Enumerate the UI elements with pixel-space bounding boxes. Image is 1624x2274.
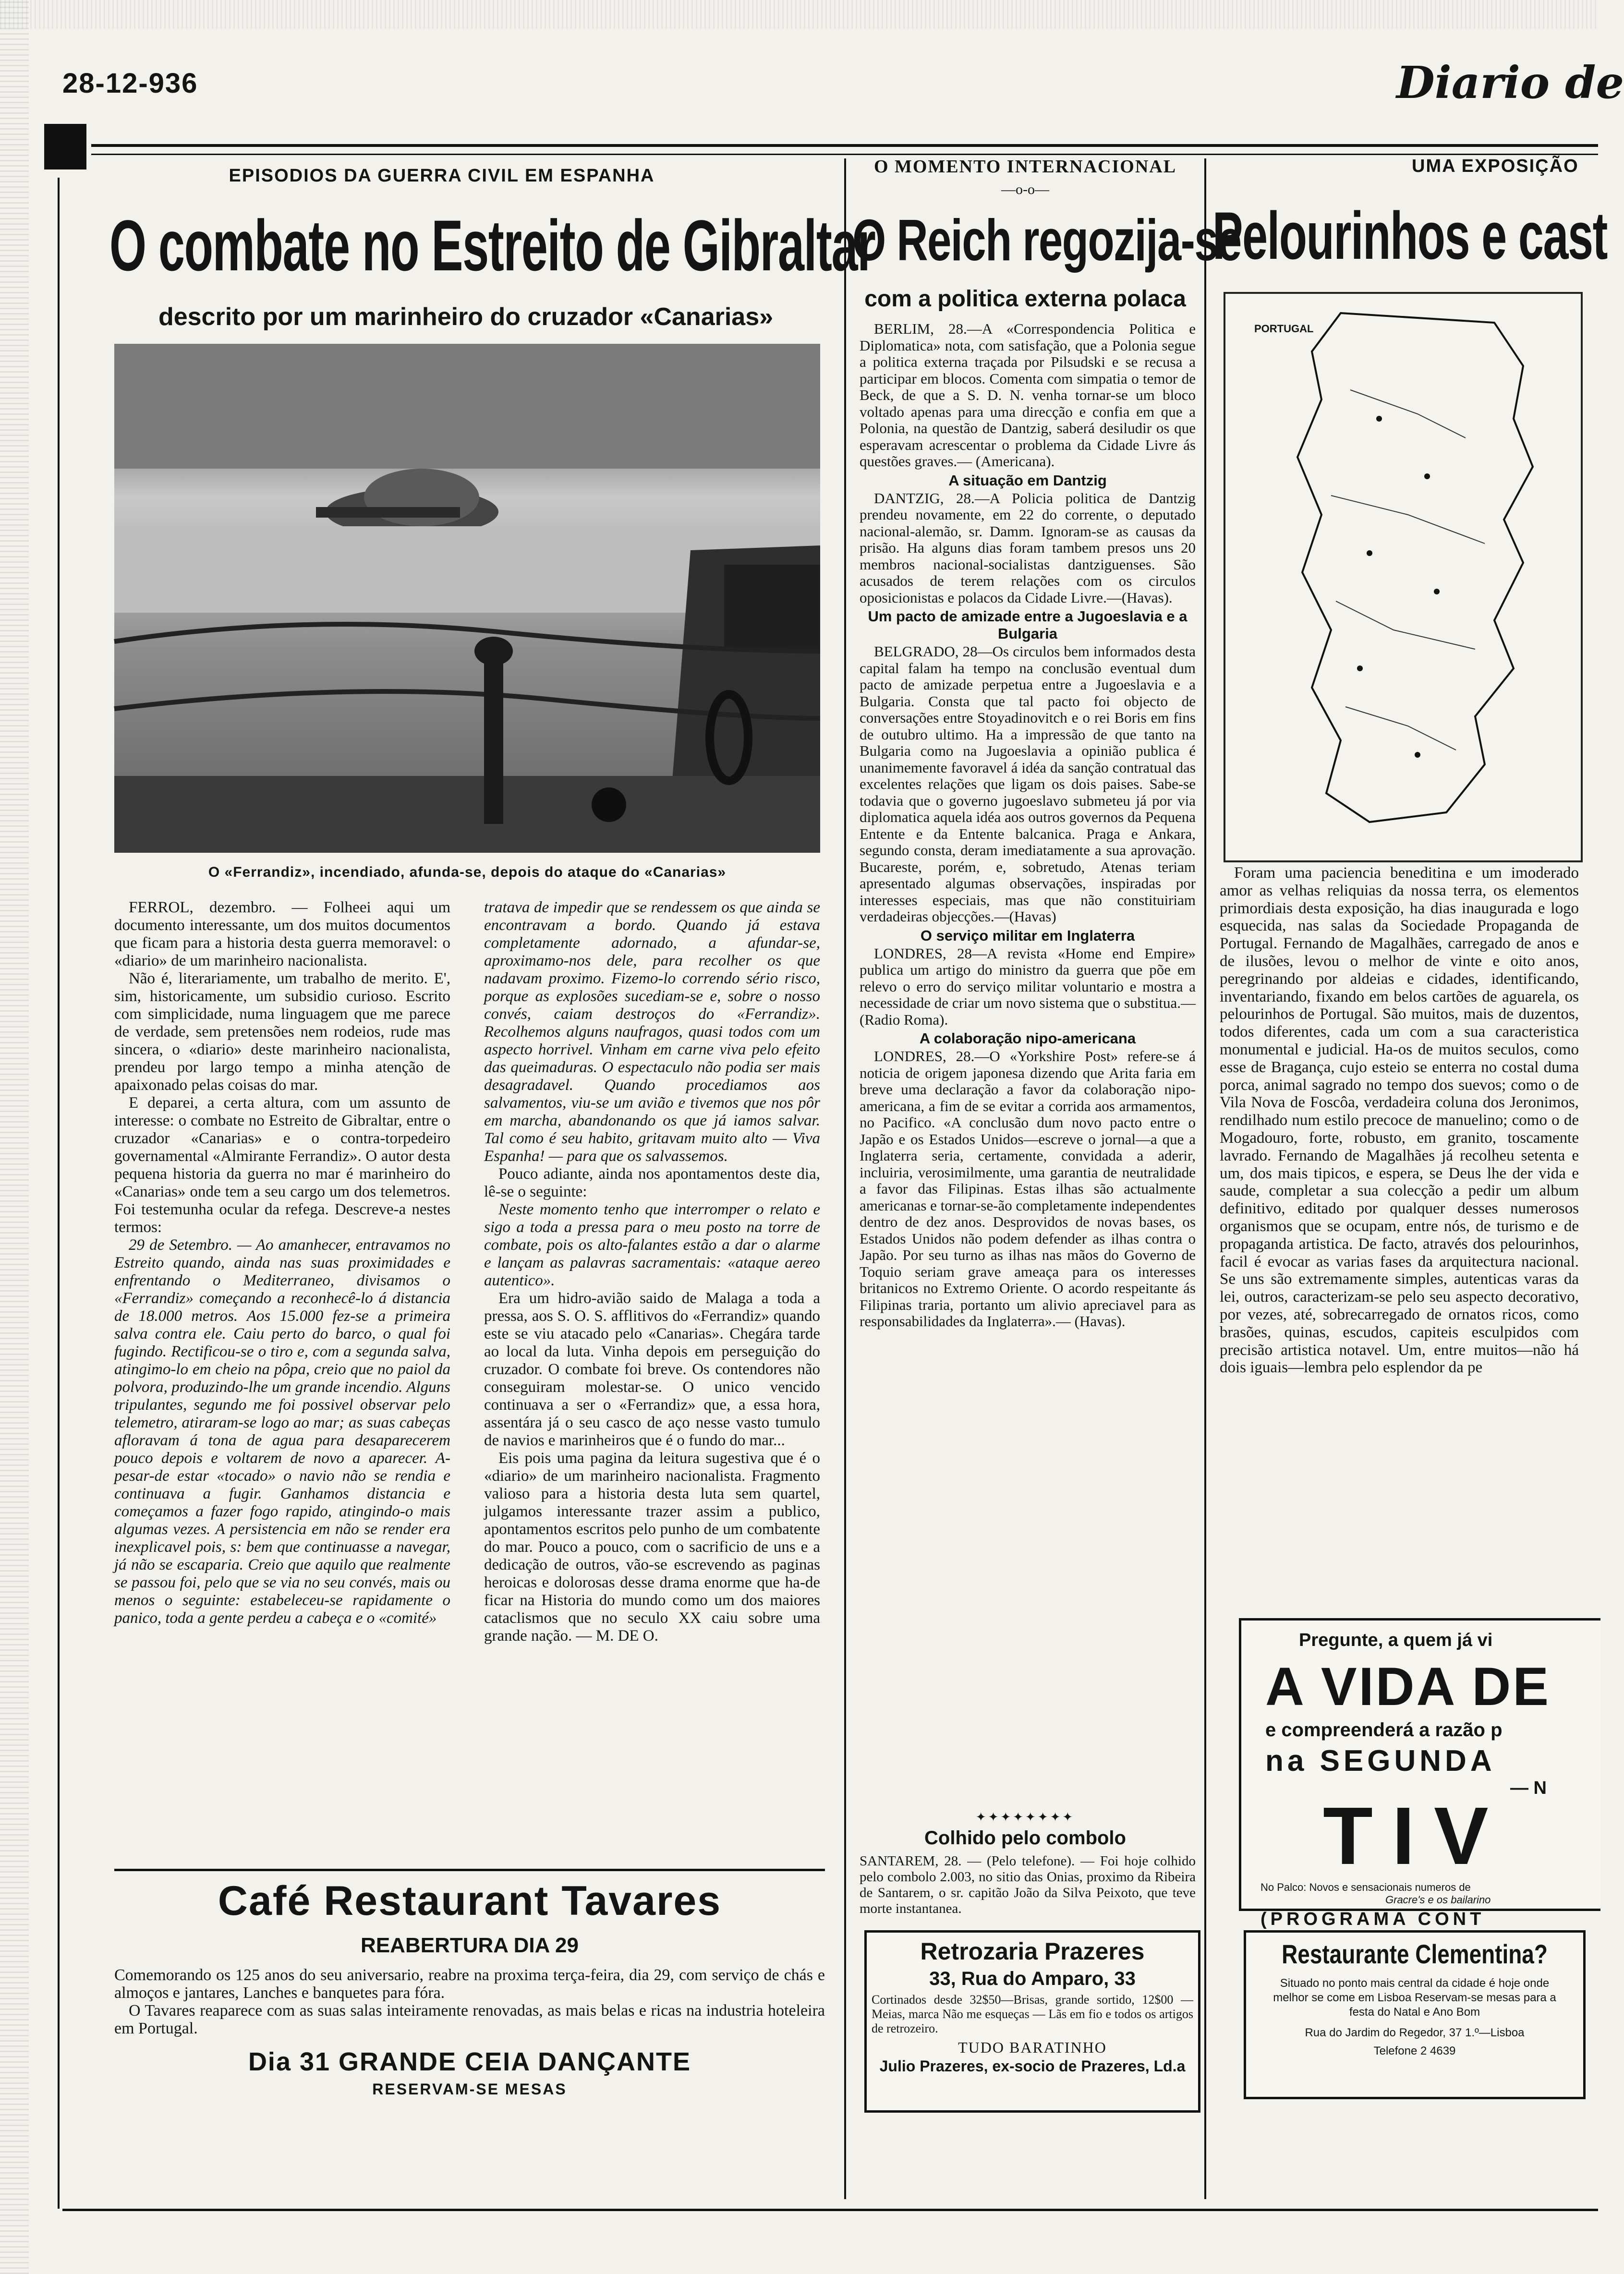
vida-big: A VIDA DE — [1265, 1657, 1551, 1717]
paragraph: Neste momento tenho que interromper o relato e sigo a toda a pressa para o meu posto na torre de combate, pois os alto-falantes estão a dar o alarme e lançam as palavras sacramentais: «ataque aereo autentico». — [484, 1201, 820, 1289]
retrozaria-title: Retrozaria Prazeres — [920, 1938, 1145, 1965]
paragraph: DANTZIG, 28.—A Policia politica de Dantzig prendeu novamente, em 22 do corrente, o deputado nacional-alemão, sr. Damm. Ignoram-se as causas da prisão. Ha alguns dias foram tambem presos uns 20 membros nacional-socialistas dantziguenses. São acusados de terem relações com os circulos oposicionistas e polacos da Cidade Livre.—(Havas). — [860, 489, 1196, 606]
subheading: A situação em Dantzig — [948, 472, 1107, 489]
clementina-address: Rua do Jardim do Regedor, 37 1.º—Lisboa — [1305, 2026, 1525, 2039]
photo-caption: O «Ferrandiz», incendiado, afunda-se, depois do ataque do «Canarias» — [208, 864, 727, 880]
ornament: —o-o— — [1001, 181, 1049, 197]
scan-left-edge — [0, 0, 29, 2274]
middle-body — [860, 321, 1196, 1330]
ship-photo-drawing — [114, 344, 820, 853]
left-headline: O combate no Estreito de Gibraltar — [109, 205, 875, 286]
retrozaria-line: TUDO BARATINHO — [958, 2039, 1107, 2056]
left-kicker: EPISODIOS DA GUERRA CIVIL EM ESPANHA — [229, 166, 655, 186]
retrozaria-address: 33, Rua do Amparo, 33 — [929, 1968, 1136, 1989]
middle-kicker: O MOMENTO INTERNACIONAL — [873, 157, 1177, 177]
colhido-text: SANTAREM, 28. — (Pelo telefone). — Foi hoje colhido pelo combolo 2.003, no sitio das Onias, proximo da Ribeira de Santarem, o sr. capitão João da Silva Peixoto, que teve morte instantanea. — [860, 1853, 1196, 1916]
tavares-ad — [114, 1877, 825, 2098]
vida-segunda: na SEGUNDA — [1265, 1744, 1496, 1778]
clementina-title: Restaurante Clementina? — [1282, 1939, 1548, 1969]
subheading: Um pacto de amizade entre a Jugoeslavia e a Bulgaria — [868, 608, 1188, 642]
paragraph: Não é, literariamente, um trabalho de merito. E', sim, historicamente, um subsidio curioso. Escrito com simplicidade, numa linguagem que me parece de verdade, sem pretensões nem rodeios, rude mas sincera, o «diario» deste marinheiro nacionalista, prendeu por largo tempo a minha atenção de apaixonado pelas coisas do mar. — [114, 970, 450, 1094]
paragraph: BELGRADO, 28—Os circulos bem informados desta capital falam ha tempo na conclusão eventual dum pacto de amizade perpetua entre a Jugoeslavia e a Bulgaria. Consta que tal pacto foi objecto de conversações entre Stoyadinovitch e o rei Boris em fins de outubro ultimo. Ha a impressão de que tanto na Bulgaria como na Jugoeslavia a opinião publica é unanimemente favoravel á idéa da sanção contratual das excelentes relações que ligam os dois paises. Sabe-se todavia que o governo jugoeslavo submeteu já por via diplomatica aquela idéa aos outros governos da Pequena Entente e da Entente balcanica. Praga e Ankara, segundo consta, deram imediatamente a sua aprovação. Bucareste, porém, e, sobretudo, Atenas teriam apresentado algumas observações, inspiradas por interesses especiais, mas que não constituiriam verdadeiras objecções.—(Havas) — [860, 643, 1196, 925]
divider: ✦✦✦✦✦✦✦✦ — [975, 1810, 1075, 1824]
right-kicker: UMA EXPOSIÇÃO — [1412, 156, 1579, 176]
paragraph: tratava de impedir que se rendessem os que ainda se encontravam a bordo. Quando já estava completamente adornado, a afundar-se, aproximamo-nos dele, para recolher os que nadavam proximo. Fizemo-lo correndo sério risco, porque as explosões sucediam-se e, sobre o nosso convés, caiam destroços do «Ferrandiz». Recolhemos alguns naufragos, quasi todos com um aspecto horrivel. Vinham em carne viva pelo efeito das queimaduras. O espectaculo não podia ser mais desagradavel. Quando procediamos aos salvamentos, viu-se um avião e tivemos que nos pôr em marcha, abandonando os que já iamos salvar. Tal como é seu habito, gritavam muito alto — Viva Espanha! — para que os salvassemos. — [484, 899, 820, 1165]
column-rule-2 — [1204, 158, 1206, 2199]
paragraph: LONDRES, 28.—O «Yorkshire Post» refere-se á noticia de origem japonesa dizendo que Arita faria em breve uma declaração a favor da colaboração nipo-americana, a fim de se evitar a corrida aos armamentos, no Pacifico. «A conclusão dum novo pacto entre o Japão e os Estados Unidos—escreve o jornal—a que a Inglaterra seria, certamente, convidada a aderir, incluiria, verosimilmente, uma garantia de neutralidade a favor das Filipinas. Estas ilhas são actualmente americanas e tornar-se-ão completamente independentes dentro de dez anos. Desprovidos de novas bases, os Estados Unidos não podem defender as ilhas contra o Japão. Por seu turno as ilhas nas mãos do Governo de Toquio seriam grave ameaça para os interesses britanicos no Extremo Oriente. O acordo respeitante ás Filipinas traria, portanto um alivio apreciavel para as responsabilidades da Inglaterra».— (Havas). — [860, 1048, 1196, 1330]
top-rule — [91, 144, 1598, 155]
vida-n: — N — [1510, 1778, 1547, 1798]
paragraph: Pouco adiante, ainda nos apontamentos deste dia, lê-se o seguinte: — [484, 1165, 820, 1200]
column-rule-1 — [844, 158, 846, 2199]
tavares-reserve: RESERVAM-SE MESAS — [372, 2080, 567, 2098]
map-outline — [1225, 294, 1581, 860]
issue-date: 28-12-936 — [62, 68, 198, 99]
vida-programa: (PROGRAMA CONT — [1260, 1909, 1485, 1929]
subheading: A colaboração nipo-americana — [919, 1030, 1136, 1047]
paragraph: Foram uma paciencia beneditina e um imoderado amor as velhas reliquias da nossa terra, os elementos primordiais desta exposição, ha dias inaugurada e logo esquecida, nas salas da Sociedade Propaganda de Portugal. Fernando de Magalhães, carregado de anos e de ilusões, levou o melhor de vinte e oito anos, peregrinando por aldeias e cidades, identificando, inventariando, fixando em belos cartões de aguarela, os pelourinhos de Portugal. São muitos, mais de duzentos, todos diferentes, cada um com a sua caracteristica monumental e judicial. Ha-os de muitos seculos, como esse de Bragança, cujo esteio se enterra no costal duma porca, animal sagrado no tempo dos suevos; como o de Vila Nova de Foscôa, verdadeira coluna dos Jeronimos, rendilhado num estilo precoce de manuelino; como o de Mogadouro, forte, robusto, em granito, toscamente lavrado. Fernando de Magalhães já recolheu setenta e um, dos mais tipicos, e espera, se Deus lhe der vida e saude, completar a sua colecção a pedir um album definitivo, editado por qualquer desses numerosos organismos que se ocupam, entre nós, de turismo e de propaganda artistica. De facto, através dos pelourinhos, facil é evocar as varias fases da arquitectura nacional. Se uns são extremamente simples, autenticas varas da lei, outros, caracterizam-se pelo seu aspecto decorativo, por vezes, até, sobrecarregado de ornatos ricos, como brasões, quinas, escudos, capiteis esculpidos com precisão artistica notavel. Um, entre muitos—não há dois iguais—lembra pelo esplendor da pe — [1220, 864, 1579, 1377]
tavares-text2: O Tavares reaparece com as suas salas inteiramente renovadas, as mais belas e ricas na industria hoteleira em Portugal. — [114, 2002, 825, 2037]
paragraph: BERLIM, 28.—A «Correspondencia Politica e Diplomatica» nota, com satisfação, que a Polonia segue a politica externa traçada por Pilsudski e se recusa a participar em blocos. Comenta com simpatia o temor de Beck, de que a S. D. N. venha tornar-se um bloco voltado apenas para uma direcção e confia em que a Polonia, na questão de Dantzig, saberá desiludir os que esperavam acrescentar o problema da Cidade Livre ás questões graves.— (Americana). — [860, 320, 1196, 470]
tavares-dinner: Dia 31 GRANDE CEIA DANÇANTE — [248, 2047, 691, 2076]
left-article-col1 — [114, 899, 450, 1627]
clementina-text: Situado no ponto mais central da cidade é hoje onde melhor se come em Lisboa Reservam-se mesas para a festa do Natal e Ano Bom — [1273, 1977, 1556, 2019]
vida-tiv: TIV — [1323, 1790, 1508, 1882]
paragraph: Era um hidro-avião saido de Malaga a toda a pressa, aos S. O. S. afflitivos do «Ferrandiz» quando este se viu atacado pelo «Canarias». Chegára tarde ao local da luta. Vinha depois em perseguição do cruzador. O combate foi breve. Os contendores não conseguiram molestar-se. O unico vencido continuava a ser o «Ferrandiz» que, a essa hora, assentára já o seu casco de aço nesse vasto tumulo de navios e marinheiros que é o fundo do mar... — [484, 1290, 820, 1449]
portugal-map — [1224, 292, 1583, 862]
paragraph: Eis pois uma pagina da leitura sugestiva que é o «diario» de um marinheiro nacionalista. Fragmento valioso para a historia desta luta sem quartel, julgamos interessante trazer assim a publico, apontamentos escritos pelo punho de um combatente do mar. Pouco a pouco, com o sacrificio de uns e a dedicação de outros, vão-se escrevendo as paginas heroicas e dolorosas desse drama enorme que ha-de ficar na Historia do mundo como um dos maiores cataclismos que no seculo XX caiu sobre uma grande nação. — M. DE O. — [484, 1450, 820, 1645]
retrozaria-ad — [864, 1930, 1200, 2113]
paragraph: FERROL, dezembro. — Folheei aqui um documento interessante, um dos muitos documentos que ficam para a historia desta guerra memoravel: o «diario» de um marinheiro nacionalista. — [114, 899, 450, 969]
vida-palco1: No Palco: Novos e sensacionais numeros de — [1260, 1881, 1471, 1893]
retrozaria-text: Cortinados desde 32$50—Brisas, grande sortido, 12$00 — Meias, marca Não me esqueças — Lãs em fio e todos os artigos de retrozeiro. — [872, 1993, 1193, 2035]
paragraph: 29 de Setembro. — Ao amanhecer, entravamos no Estreito quando, ainda nas suas proximidades e enfrentando o Mediterraneo, divisamos o «Ferrandiz» começando a reconhecê-lo á distancia de 18.000 metros. Aos 15.000 fez-se a primeira salva contra ele. Caiu perto do barco, o qual foi fugindo. Rectificou-se o tiro e, com a segunda salva, atingimo-lo em cheio na pôpa, creio que no paiol da polvora, produzindo-lhe um grande incendio. Alguns tripulantes, segundo me foi possivel observar pelo telemetro, atiraram-se logo ao mar; as suas cabeças afloravam á tona de agua para desaparecerem pouco depois e voltarem de novo a aparecer. A-pesar-de estar «tocado» o navio não se rendia e continuava a fugir. Ganhamos distancia e começamos a fazer fogo rapido, atingindo-o mais algumas vezes. A persistencia em não se render era inexplicavel pois, s: bem que continuasse a navegar, já não se escaparia. Creio que aquilo que realmente se passou foi, pelo que se via no seu convés, mais ou menos o seguinte: estabeleceu-se rapidamente o panico, toda a gente perdeu a cabeça e o «comité» — [114, 1236, 450, 1627]
left-border-rule — [58, 178, 60, 2209]
middle-headline: O Reich regozija-se — [852, 207, 1241, 273]
vida-top: Pregunte, a quem já vi — [1299, 1630, 1493, 1650]
masthead: Diario de — [1396, 57, 1624, 109]
colhido-title: Colhido pelo combolo — [924, 1827, 1126, 1849]
map-title: PORTUGAL — [1254, 323, 1314, 335]
tavares-title: Café Restaurant Tavares — [218, 1878, 722, 1924]
registration-mark — [44, 124, 86, 169]
left-article-col2 — [484, 899, 820, 1645]
bottom-rule — [62, 2209, 1598, 2211]
clementina-phone: Telefone 2 4639 — [1373, 2044, 1456, 2057]
vida-ad — [1239, 1618, 1600, 1929]
scan-top-edge — [0, 0, 1598, 29]
ship-photo — [114, 344, 820, 853]
paragraph: E deparei, a certa altura, com um assunto de interesse: o combate no Estreito de Gibraltar, entre o cruzador «Canarias» e o contra-torpedeiro governamental «Almirante Ferrandiz». O autor desta pequena historia da guerra no mar é marinheiro do «Canarias» onde tem a seu cargo um dos telemetros. Foi testemunha ocular da refega. Descreve-a nestes termos: — [114, 1094, 450, 1236]
subheading: O serviço militar em Inglaterra — [920, 927, 1135, 944]
tavares-reopening: REABERTURA DIA 29 — [361, 1934, 579, 1957]
tavares-text1: Comemorando os 125 anos do seu aniversario, reabre na proxima terça-feira, dia 29, com serviço de chás e almoços e jantares, Lanches e banquetes para fóra. — [114, 1966, 825, 2002]
right-headline: Pelourinhos e cast — [1212, 198, 1608, 273]
clementina-ad — [1244, 1930, 1586, 2099]
paragraph: LONDRES, 28—A revista «Home end Empire» publica um artigo do ministro da guerra que põe em relevo o erro do serviço militar voluntario e mostra a necessidade de criar um novo sistema que o substitua.—(Radio Roma). — [860, 944, 1196, 1028]
vida-palco2: Gracre's e os bailarino — [1385, 1894, 1491, 1906]
vida-mid: e compreenderá a razão p — [1265, 1719, 1503, 1741]
middle-subhead: com a politica externa polaca — [864, 286, 1186, 312]
right-article — [1220, 864, 1579, 1377]
retrozaria-sign: Julio Prazeres, ex-socio de Prazeres, Ld.a — [879, 2057, 1186, 2075]
left-subhead: descrito por um marinheiro do cruzador «Canarias» — [158, 303, 774, 331]
ad-rule — [114, 1869, 825, 1871]
